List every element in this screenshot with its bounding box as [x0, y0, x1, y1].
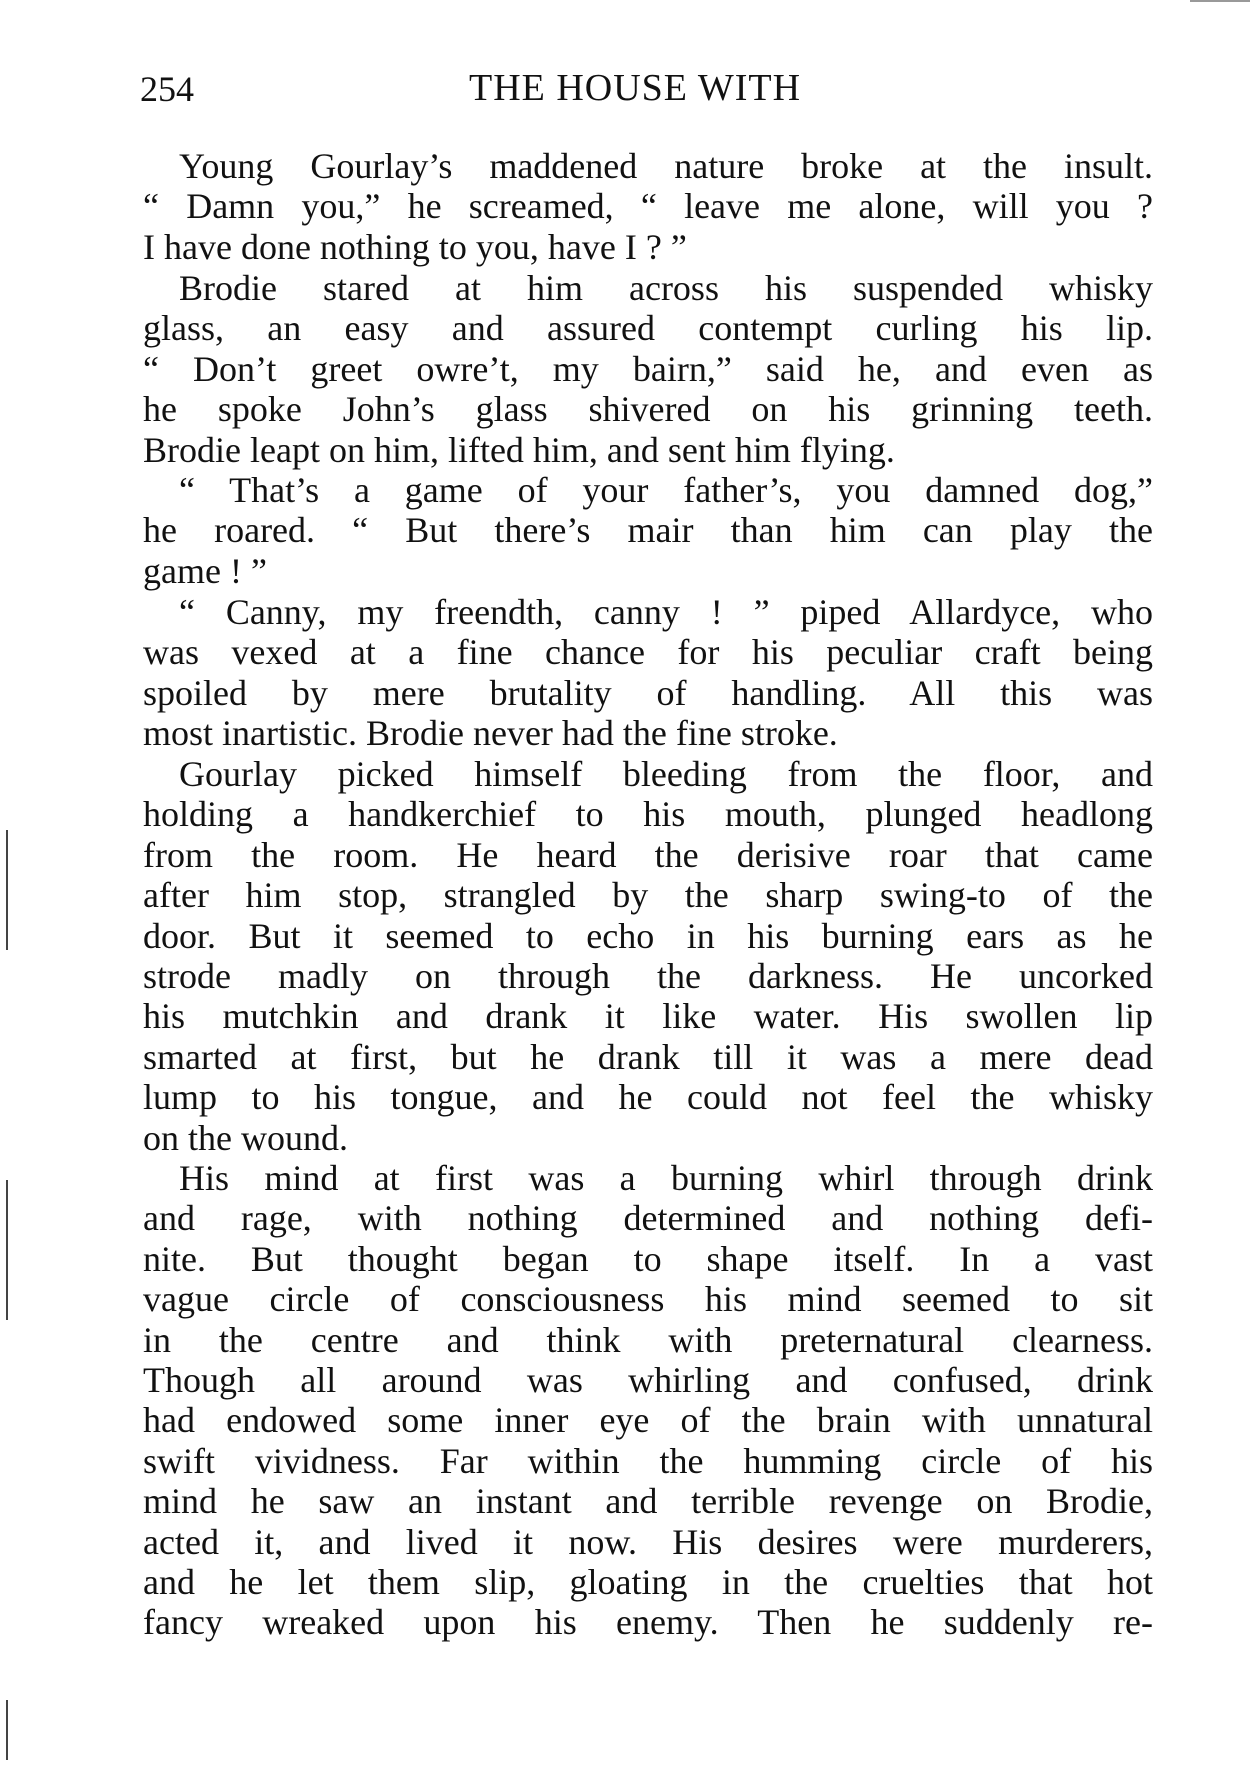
text-line: lump to his tongue, and he could not feel the whisky [143, 1077, 1153, 1118]
text-line: after him stop, strangled by the sharp swing-to of the [143, 875, 1153, 916]
text-line: “ Damn you,” he screamed, “ leave me alone, will you ? [143, 186, 1153, 227]
margin-mark [6, 830, 8, 950]
text-line: in the centre and think with preternatural clearness. [143, 1319, 1153, 1360]
text-line: and rage, with nothing determined and nothing defi- [143, 1198, 1153, 1239]
text-line: he roared. “ But there’s mair than him can play the [143, 510, 1153, 551]
paragraph-5 [143, 754, 1153, 1158]
text-line: Young Gourlay’s maddened nature broke at the insult. [179, 146, 1153, 186]
text-line: vague circle of consciousness his mind seemed to sit [143, 1279, 1153, 1320]
text-line: and he let them slip, gloating in the cruelties that hot [143, 1562, 1153, 1603]
text-line: acted it, and lived it now. His desires were murderers, [143, 1521, 1153, 1562]
text-line: I have done nothing to you, have I ? ” [143, 226, 687, 267]
text-line: “ Don’t greet owre’t, my bairn,” said he, and even as [143, 348, 1153, 389]
text-line: was vexed at a fine chance for his peculiar craft being [143, 632, 1153, 673]
text-line: His mind at first was a burning whirl through drink [179, 1158, 1153, 1198]
text-line: mind he saw an instant and terrible revenge on Brodie, [143, 1481, 1153, 1522]
text-line: holding a handkerchief to his mouth, plunged headlong [143, 794, 1153, 835]
text-line: game ! ” [143, 550, 267, 591]
text-line: door. But it seemed to echo in his burning ears as he [143, 915, 1153, 956]
text-line: he spoke John’s glass shivered on his grinning teeth. [143, 389, 1153, 430]
paragraph-2 [143, 268, 1153, 470]
paragraph-1 [143, 146, 1153, 267]
text-line: his mutchkin and drank it like water. His swollen lip [143, 996, 1153, 1037]
paragraph-6 [143, 1158, 1153, 1643]
text-line: swift vividness. Far within the humming circle of his [143, 1440, 1153, 1481]
text-line: Though all around was whirling and confused, drink [143, 1360, 1153, 1401]
text-line: spoiled by mere brutality of handling. All this was [143, 672, 1153, 713]
text-line: Brodie leapt on him, lifted him, and sent him flying. [143, 429, 895, 470]
text-line: fancy wreaked upon his enemy. Then he suddenly re- [143, 1602, 1153, 1643]
text-line: Gourlay picked himself bleeding from the floor, and [179, 754, 1153, 794]
margin-mark [6, 1700, 8, 1760]
text-line: Brodie stared at him across his suspended whisky [179, 268, 1153, 308]
running-head: THE HOUSE WITH [468, 67, 802, 109]
top-right-rule [1190, 0, 1250, 2]
margin-mark [6, 1180, 8, 1320]
text-line: most inartistic. Brodie never had the fine stroke. [143, 713, 838, 754]
text-line: smarted at first, but he drank till it was a mere dead [143, 1036, 1153, 1077]
paragraph-4 [143, 592, 1153, 754]
text-line: “ Canny, my freendth, canny ! ” piped Allardyce, who [179, 592, 1153, 632]
text-line: from the room. He heard the derisive roar that came [143, 834, 1153, 875]
text-line: had endowed some inner eye of the brain with unnatural [143, 1400, 1153, 1441]
text-line: strode madly on through the darkness. He uncorked [143, 956, 1153, 997]
page-number: 254 [140, 69, 194, 109]
text-line: glass, an easy and assured contempt curling his lip. [143, 308, 1153, 349]
paragraph-3 [143, 470, 1153, 591]
text-line: “ That’s a game of your father’s, you damned dog,” [179, 470, 1153, 510]
text-line: nite. But thought began to shape itself. In a vast [143, 1238, 1153, 1279]
text-line: on the wound. [143, 1117, 348, 1158]
